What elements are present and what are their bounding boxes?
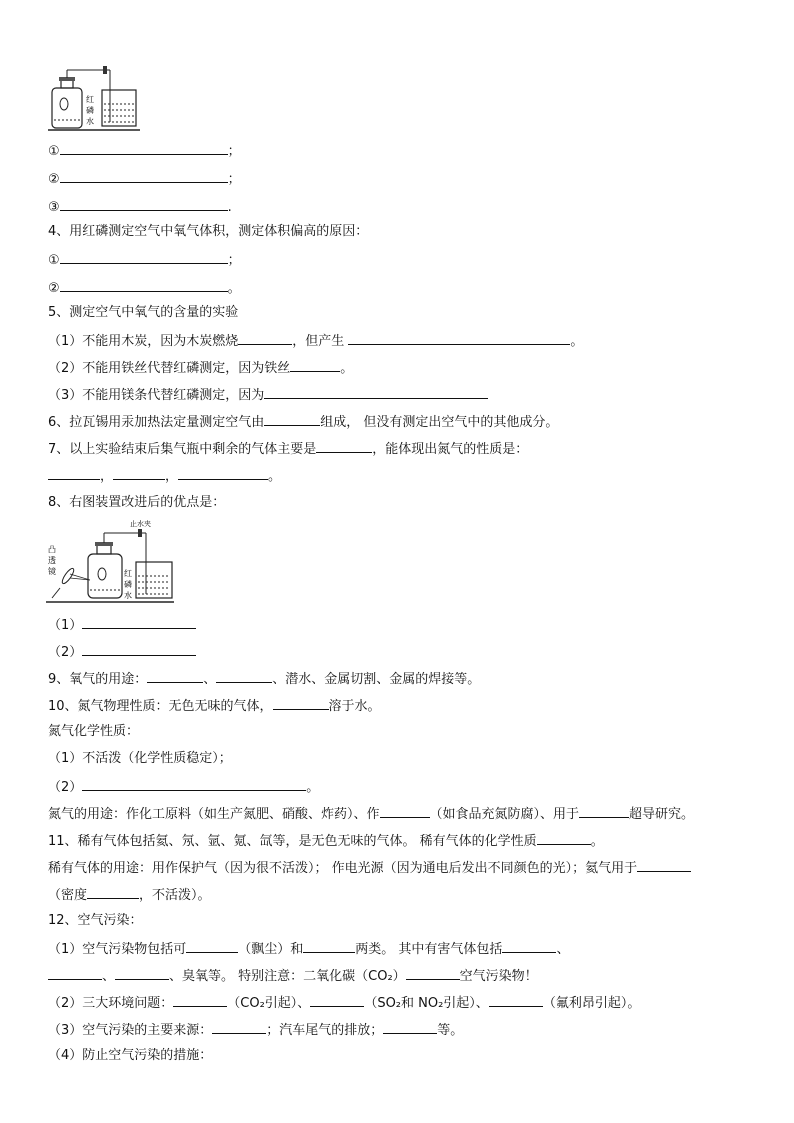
fig2-label-lens-1: 凸 xyxy=(48,545,56,554)
s12-title: 12、空气污染： xyxy=(48,913,143,928)
s4-title: 4、用红磷测定空气中氧气体积，测定体积偏高的原因： xyxy=(48,224,369,239)
fig2-label-lin: 磷 xyxy=(124,580,132,589)
s4-line-2: ② 。 xyxy=(48,281,241,296)
s7-blank-3[interactable] xyxy=(113,467,165,480)
fig1-label-lin: 磷 xyxy=(86,106,94,115)
s3-blank-2[interactable] xyxy=(60,170,228,183)
s4-blank-2[interactable] xyxy=(60,279,228,292)
apparatus-figure-1 xyxy=(48,62,143,134)
s5-blank-2[interactable] xyxy=(290,359,340,372)
fig2-label-lens-3: 镜 xyxy=(48,567,56,576)
fig2-label-shui: 水 xyxy=(124,591,132,600)
s6-line: 6、拉瓦锡用汞加热法定量测定空气由 组成， 但没有测定出空气中的其他成分。 xyxy=(48,415,559,430)
s7-blank-1[interactable] xyxy=(316,440,372,453)
fig2-label-clamp: 止水夹 xyxy=(130,520,151,528)
s12-blank-4[interactable] xyxy=(48,967,102,980)
s5-blank-1b[interactable] xyxy=(348,332,570,345)
s12-item-3: （3）空气污染的主要来源： ；汽车尾气的排放； 等。 xyxy=(48,1023,464,1038)
s12-blank-6[interactable] xyxy=(406,967,460,980)
s10-blank-2[interactable] xyxy=(82,778,306,791)
s5-item-1: （1）不能用木炭，因为木炭燃烧 ，但产生 。 xyxy=(48,334,584,349)
s3-line-2: ② ； xyxy=(48,172,241,187)
s10-chem-title: 氮气化学性质： xyxy=(48,724,140,739)
s12-item-1: （1）空气污染物包括可 （飘尘）和 两类。 其中有害气体包括 、 xyxy=(48,942,570,957)
s11-uses-cont: （密度 ，不活泼）。 xyxy=(48,888,211,903)
s8-item-1: （1） xyxy=(48,616,196,634)
s7-line-2: ， ， 。 xyxy=(48,467,281,485)
s12-blank-9[interactable] xyxy=(489,994,543,1007)
fig1-label-hong: 红 xyxy=(86,95,94,104)
s10-uses: 氮气的用途：作化工原料（如生产氮肥、硝酸、炸药）、作 （如食品充氮防腐）、用于 超导研究。 xyxy=(48,807,695,822)
s8-blank-1[interactable] xyxy=(82,616,196,629)
s10-blank-1[interactable] xyxy=(273,697,329,710)
s11-blank-3[interactable] xyxy=(87,886,139,899)
s8-item-2: （2） xyxy=(48,643,196,661)
s9-blank-1[interactable] xyxy=(147,670,203,683)
s12-blank-10[interactable] xyxy=(212,1021,266,1034)
fig2-label-hong: 红 xyxy=(124,569,132,578)
s12-blank-8[interactable] xyxy=(310,994,364,1007)
s5-title: 5、测定空气中氧气的含量的实验 xyxy=(48,305,239,320)
s10-physical: 10、氮气物理性质：无色无味的气体， 溶于水。 xyxy=(48,699,381,714)
s12-blank-7[interactable] xyxy=(173,994,227,1007)
s3-blank-1[interactable] xyxy=(60,142,228,155)
s5-blank-1a[interactable] xyxy=(238,332,292,345)
apparatus-figure-2 xyxy=(46,518,178,606)
s8-blank-2[interactable] xyxy=(82,643,196,656)
s5-item-2: （2）不能用铁丝代替红磷测定，因为铁丝 。 xyxy=(48,361,354,376)
s7-line-1: 7、以上实验结束后集气瓶中剩余的气体主要是 ，能体现出氮气的性质是： xyxy=(48,442,529,457)
s11-blank-2[interactable] xyxy=(637,859,691,872)
s7-blank-4[interactable] xyxy=(178,467,268,480)
s11-uses: 稀有气体的用途：用作保护气（因为很不活泼）； 作电光源（因为通电后发出不同颜色的光）；氦气用于 xyxy=(48,859,691,877)
s4-blank-1[interactable] xyxy=(60,251,228,264)
s4-line-1: ① ； xyxy=(48,253,241,268)
s12-blank-1[interactable] xyxy=(186,940,238,953)
s8-title: 8、右图装置改进后的优点是： xyxy=(48,495,226,510)
s3-blank-3[interactable] xyxy=(60,198,228,211)
s12-blank-3[interactable] xyxy=(502,940,556,953)
s12-item-4: （4）防止空气污染的措施： xyxy=(48,1048,213,1063)
s12-blank-5[interactable] xyxy=(115,967,169,980)
s6-blank[interactable] xyxy=(264,413,320,426)
s7-blank-2[interactable] xyxy=(48,467,100,480)
s10-chem-2: （2） 。 xyxy=(48,780,320,795)
s9-blank-2[interactable] xyxy=(216,670,272,683)
s10-chem-1: （1）不活泼（化学性质稳定）； xyxy=(48,751,232,766)
s11-line-1: 11、稀有气体包括氦、氖、氩、氪、氙等，是无色无味的气体。 稀有气体的化学性质 。 xyxy=(48,834,604,849)
fig2-label-lens-2: 透 xyxy=(48,556,56,565)
s9-line: 9、氧气的用途： 、 、潜水、金属切割、金属的焊接等。 xyxy=(48,672,481,687)
s12-blank-2[interactable] xyxy=(303,940,355,953)
s12-item-1-cont: 、 、臭氧等。 特别注意：二氧化碳（CO₂） 空气污染物！ xyxy=(48,967,538,985)
s10-blank-3[interactable] xyxy=(380,805,430,818)
s12-item-2: （2）三大环境问题： （CO₂引起）、 （SO₂和 NO₂引起）、 （氟利昂引起）。 xyxy=(48,996,641,1011)
s5-blank-3[interactable] xyxy=(264,386,488,399)
s3-line-1: ① ； xyxy=(48,144,241,159)
fig1-label-shui: 水 xyxy=(86,117,94,126)
s3-line-3: ③ . xyxy=(48,200,232,215)
s10-blank-4[interactable] xyxy=(579,805,629,818)
s12-blank-11[interactable] xyxy=(383,1021,437,1034)
s11-blank-1[interactable] xyxy=(537,832,591,845)
s5-item-3: （3）不能用镁条代替红磷测定，因为 xyxy=(48,386,488,404)
